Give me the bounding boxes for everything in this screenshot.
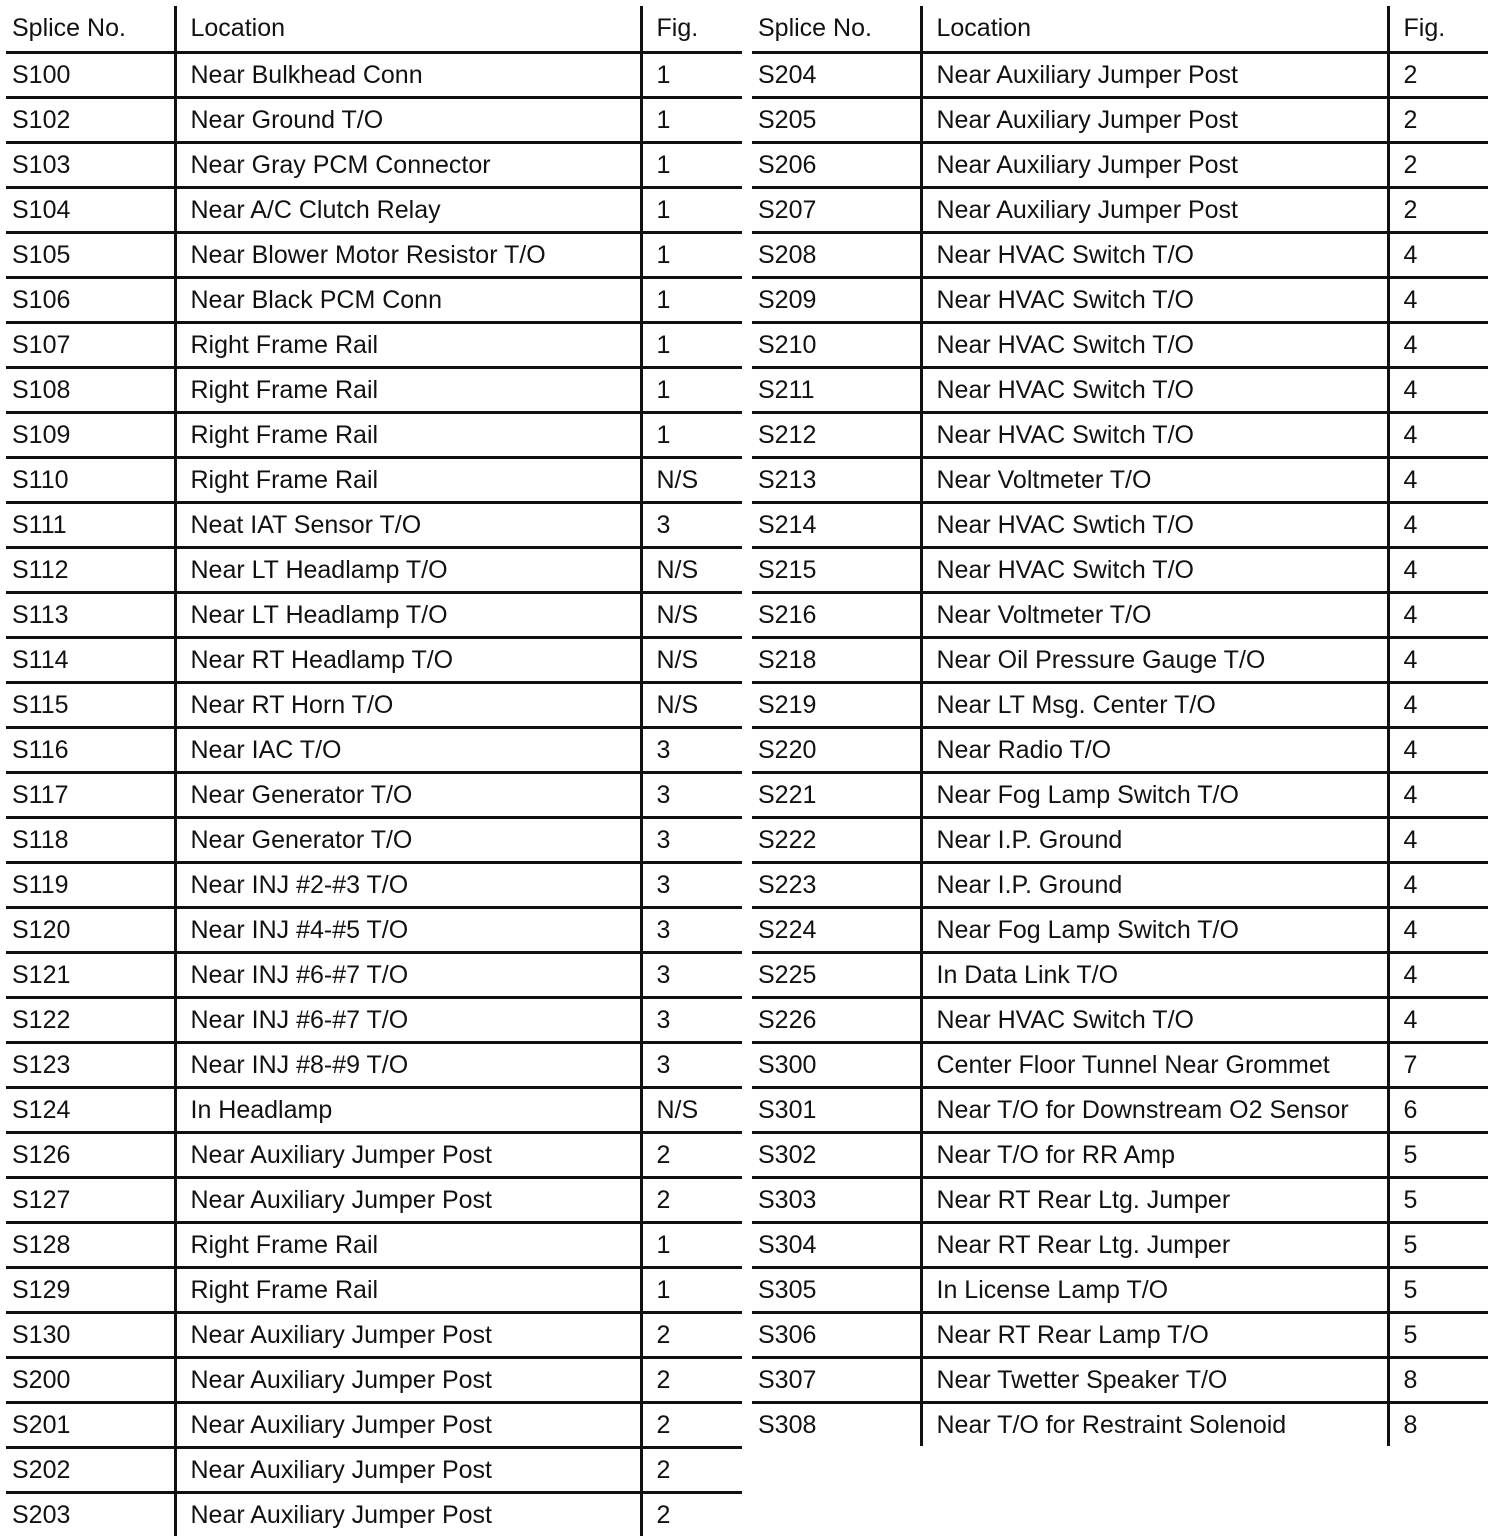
- table-row: [752, 458, 1488, 503]
- fig-cell: 4: [1388, 818, 1488, 863]
- location-cell: Near Auxiliary Jumper Post: [921, 53, 1388, 98]
- table-row: [6, 593, 742, 638]
- fig-cell: N/S: [641, 593, 742, 638]
- splice-no-cell: S114: [6, 638, 175, 683]
- splice-no-header: Splice No.: [6, 6, 175, 53]
- fig-cell: 1: [641, 53, 742, 98]
- location-cell: Right Frame Rail: [175, 458, 641, 503]
- fig-cell: 4: [1388, 638, 1488, 683]
- table-row: [752, 1358, 1488, 1403]
- location-cell: Near Oil Pressure Gauge T/O: [921, 638, 1388, 683]
- splice-no-cell: S209: [752, 278, 921, 323]
- table-row: [752, 53, 1488, 98]
- table-row: [752, 98, 1488, 143]
- fig-cell: 1: [641, 323, 742, 368]
- splice-no-cell: S204: [752, 53, 921, 98]
- table-row: [6, 413, 742, 458]
- splice-no-cell: S129: [6, 1268, 175, 1313]
- splice-no-cell: S111: [6, 503, 175, 548]
- splice-no-cell: S122: [6, 998, 175, 1043]
- location-cell: Near HVAC Switch T/O: [921, 998, 1388, 1043]
- fig-cell: 2: [641, 1403, 742, 1448]
- table-row: [6, 188, 742, 233]
- table-row: [752, 998, 1488, 1043]
- splice-no-cell: S207: [752, 188, 921, 233]
- table-row: [6, 458, 742, 503]
- location-cell: Near T/O for RR Amp: [921, 1133, 1388, 1178]
- splice-no-cell: S213: [752, 458, 921, 503]
- location-header: Location: [921, 6, 1388, 53]
- table-row: [6, 53, 742, 98]
- location-cell: Near Black PCM Conn: [175, 278, 641, 323]
- fig-cell: 8: [1388, 1358, 1488, 1403]
- splice-no-cell: S110: [6, 458, 175, 503]
- splice-no-cell: S308: [752, 1403, 921, 1447]
- fig-cell: 1: [641, 1223, 742, 1268]
- fig-cell: 4: [1388, 458, 1488, 503]
- location-cell: Near T/O for Downstream O2 Sensor: [921, 1088, 1388, 1133]
- table-row: [6, 143, 742, 188]
- fig-cell: 1: [641, 368, 742, 413]
- location-cell: Near HVAC Switch T/O: [921, 278, 1388, 323]
- splice-no-cell: S226: [752, 998, 921, 1043]
- table-row: [6, 1358, 742, 1403]
- table-row: [752, 323, 1488, 368]
- splice-no-cell: S126: [6, 1133, 175, 1178]
- location-cell: Near HVAC Switch T/O: [921, 323, 1388, 368]
- fig-cell: 2: [1388, 188, 1488, 233]
- table-row: [752, 1133, 1488, 1178]
- fig-cell: 1: [641, 143, 742, 188]
- location-cell: Near LT Headlamp T/O: [175, 548, 641, 593]
- table-row: [752, 863, 1488, 908]
- location-cell: Near Auxiliary Jumper Post: [921, 188, 1388, 233]
- table-row: [6, 1223, 742, 1268]
- splice-no-cell: S301: [752, 1088, 921, 1133]
- splice-no-cell: S105: [6, 233, 175, 278]
- table-row: [6, 773, 742, 818]
- fig-cell: 4: [1388, 773, 1488, 818]
- table-row: [6, 278, 742, 323]
- fig-cell: 1: [641, 278, 742, 323]
- fig-cell: 5: [1388, 1178, 1488, 1223]
- fig-cell: 4: [1388, 953, 1488, 998]
- table-row: [6, 818, 742, 863]
- fig-cell: 1: [641, 188, 742, 233]
- splice-no-cell: S203: [6, 1493, 175, 1536]
- table-row: [752, 143, 1488, 188]
- splice-no-cell: S118: [6, 818, 175, 863]
- fig-cell: 5: [1388, 1133, 1488, 1178]
- location-cell: Near Auxiliary Jumper Post: [175, 1358, 641, 1403]
- location-cell: Near Radio T/O: [921, 728, 1388, 773]
- location-cell: Near HVAC Switch T/O: [921, 233, 1388, 278]
- fig-cell: 2: [641, 1313, 742, 1358]
- table-row: [752, 908, 1488, 953]
- fig-cell: 4: [1388, 368, 1488, 413]
- splice-table-right: [752, 6, 1488, 1446]
- table-row: [752, 683, 1488, 728]
- location-cell: Near INJ #8-#9 T/O: [175, 1043, 641, 1088]
- location-cell: Near Generator T/O: [175, 818, 641, 863]
- fig-cell: 8: [1388, 1403, 1488, 1447]
- table-row: [6, 323, 742, 368]
- splice-no-cell: S117: [6, 773, 175, 818]
- splice-no-cell: S211: [752, 368, 921, 413]
- fig-cell: 2: [641, 1448, 742, 1493]
- table-row: [6, 1493, 742, 1536]
- location-cell: Near Ground T/O: [175, 98, 641, 143]
- splice-no-cell: S127: [6, 1178, 175, 1223]
- location-cell: Near Fog Lamp Switch T/O: [921, 773, 1388, 818]
- location-cell: Near Voltmeter T/O: [921, 593, 1388, 638]
- location-cell: Near HVAC Switch T/O: [921, 368, 1388, 413]
- table-row: [752, 413, 1488, 458]
- fig-cell: 1: [641, 98, 742, 143]
- splice-no-cell: S306: [752, 1313, 921, 1358]
- location-cell: In Headlamp: [175, 1088, 641, 1133]
- fig-cell: 3: [641, 953, 742, 998]
- table-row: [752, 818, 1488, 863]
- fig-cell: 3: [641, 863, 742, 908]
- table-row: [752, 728, 1488, 773]
- location-cell: Near Auxiliary Jumper Post: [921, 98, 1388, 143]
- location-cell: Near A/C Clutch Relay: [175, 188, 641, 233]
- table-row: [752, 953, 1488, 998]
- location-cell: Near RT Rear Lamp T/O: [921, 1313, 1388, 1358]
- table-row: [6, 1178, 742, 1223]
- fig-cell: 1: [641, 413, 742, 458]
- splice-no-cell: S121: [6, 953, 175, 998]
- location-cell: Right Frame Rail: [175, 413, 641, 458]
- location-cell: Near Auxiliary Jumper Post: [921, 143, 1388, 188]
- table-row: [752, 1223, 1488, 1268]
- location-cell: Near Auxiliary Jumper Post: [175, 1313, 641, 1358]
- table-row: [752, 503, 1488, 548]
- location-cell: Near Voltmeter T/O: [921, 458, 1388, 503]
- location-cell: Near Auxiliary Jumper Post: [175, 1493, 641, 1536]
- fig-cell: 4: [1388, 998, 1488, 1043]
- splice-no-cell: S307: [752, 1358, 921, 1403]
- location-cell: Near Fog Lamp Switch T/O: [921, 908, 1388, 953]
- table-row: [6, 953, 742, 998]
- location-cell: In License Lamp T/O: [921, 1268, 1388, 1313]
- table-row: [752, 1268, 1488, 1313]
- splice-no-cell: S116: [6, 728, 175, 773]
- table-row: [752, 1043, 1488, 1088]
- splice-no-cell: S300: [752, 1043, 921, 1088]
- location-cell: Near Generator T/O: [175, 773, 641, 818]
- table-row: [6, 1448, 742, 1493]
- fig-cell: 5: [1388, 1313, 1488, 1358]
- splice-no-cell: S128: [6, 1223, 175, 1268]
- splice-no-cell: S220: [752, 728, 921, 773]
- fig-cell: 2: [1388, 143, 1488, 188]
- fig-cell: 3: [641, 818, 742, 863]
- splice-no-cell: S124: [6, 1088, 175, 1133]
- location-cell: Near HVAC Swtich T/O: [921, 503, 1388, 548]
- fig-header: Fig.: [1388, 6, 1488, 53]
- location-cell: Near I.P. Ground: [921, 863, 1388, 908]
- location-cell: Near RT Rear Ltg. Jumper: [921, 1178, 1388, 1223]
- location-cell: Near I.P. Ground: [921, 818, 1388, 863]
- fig-cell: 4: [1388, 323, 1488, 368]
- table-row: [6, 1403, 742, 1448]
- fig-cell: 4: [1388, 503, 1488, 548]
- table-row: [6, 863, 742, 908]
- fig-cell: 4: [1388, 908, 1488, 953]
- splice-no-cell: S216: [752, 593, 921, 638]
- table-row: [6, 233, 742, 278]
- splice-no-cell: S109: [6, 413, 175, 458]
- location-cell: Right Frame Rail: [175, 1268, 641, 1313]
- location-cell: Near Twetter Speaker T/O: [921, 1358, 1388, 1403]
- location-cell: Near LT Msg. Center T/O: [921, 683, 1388, 728]
- splice-no-cell: S215: [752, 548, 921, 593]
- fig-cell: N/S: [641, 1088, 742, 1133]
- fig-cell: N/S: [641, 548, 742, 593]
- location-cell: Near HVAC Switch T/O: [921, 548, 1388, 593]
- splice-no-cell: S103: [6, 143, 175, 188]
- splice-table-left: [6, 6, 742, 1536]
- fig-cell: 4: [1388, 863, 1488, 908]
- splice-no-cell: S119: [6, 863, 175, 908]
- splice-no-cell: S304: [752, 1223, 921, 1268]
- location-cell: Near INJ #6-#7 T/O: [175, 998, 641, 1043]
- splice-no-cell: S210: [752, 323, 921, 368]
- fig-cell: 4: [1388, 683, 1488, 728]
- fig-cell: 1: [641, 233, 742, 278]
- location-cell: Near INJ #2-#3 T/O: [175, 863, 641, 908]
- location-header: Location: [175, 6, 641, 53]
- location-cell: Near HVAC Switch T/O: [921, 413, 1388, 458]
- splice-no-cell: S214: [752, 503, 921, 548]
- fig-cell: N/S: [641, 458, 742, 503]
- table-row: [752, 1403, 1488, 1447]
- location-cell: Near Bulkhead Conn: [175, 53, 641, 98]
- table-row: [752, 593, 1488, 638]
- table-row: [752, 1313, 1488, 1358]
- location-cell: Near Blower Motor Resistor T/O: [175, 233, 641, 278]
- fig-cell: 2: [641, 1178, 742, 1223]
- table-row: [6, 998, 742, 1043]
- fig-cell: 3: [641, 1043, 742, 1088]
- fig-cell: 4: [1388, 413, 1488, 458]
- fig-cell: 2: [1388, 53, 1488, 98]
- table-row: [6, 683, 742, 728]
- location-cell: Near T/O for Restraint Solenoid: [921, 1403, 1388, 1447]
- fig-header: Fig.: [641, 6, 742, 53]
- fig-cell: 3: [641, 773, 742, 818]
- table-row: [752, 1178, 1488, 1223]
- table-row: [6, 1313, 742, 1358]
- splice-no-cell: S212: [752, 413, 921, 458]
- splice-no-header: Splice No.: [752, 6, 921, 53]
- splice-no-cell: S130: [6, 1313, 175, 1358]
- table-row: [752, 638, 1488, 683]
- fig-cell: 2: [1388, 98, 1488, 143]
- splice-no-cell: S104: [6, 188, 175, 233]
- fig-cell: 4: [1388, 728, 1488, 773]
- table-row: [752, 233, 1488, 278]
- splice-no-cell: S208: [752, 233, 921, 278]
- location-cell: Near INJ #6-#7 T/O: [175, 953, 641, 998]
- splice-no-cell: S200: [6, 1358, 175, 1403]
- location-cell: Near Auxiliary Jumper Post: [175, 1403, 641, 1448]
- location-cell: Right Frame Rail: [175, 368, 641, 413]
- splice-no-cell: S205: [752, 98, 921, 143]
- splice-no-cell: S123: [6, 1043, 175, 1088]
- fig-cell: 3: [641, 998, 742, 1043]
- table-row: [6, 503, 742, 548]
- table-row: [6, 548, 742, 593]
- location-cell: Near RT Horn T/O: [175, 683, 641, 728]
- location-cell: Near RT Rear Ltg. Jumper: [921, 1223, 1388, 1268]
- location-cell: Near Auxiliary Jumper Post: [175, 1133, 641, 1178]
- location-cell: Right Frame Rail: [175, 323, 641, 368]
- location-cell: Near Auxiliary Jumper Post: [175, 1448, 641, 1493]
- splice-no-cell: S106: [6, 278, 175, 323]
- splice-no-cell: S201: [6, 1403, 175, 1448]
- fig-cell: 6: [1388, 1088, 1488, 1133]
- table-row: [6, 1088, 742, 1133]
- fig-cell: 4: [1388, 278, 1488, 323]
- splice-no-cell: S115: [6, 683, 175, 728]
- splice-no-cell: S113: [6, 593, 175, 638]
- fig-cell: 4: [1388, 548, 1488, 593]
- location-cell: In Data Link T/O: [921, 953, 1388, 998]
- table-row: [752, 188, 1488, 233]
- location-cell: Near IAC T/O: [175, 728, 641, 773]
- location-cell: Near Auxiliary Jumper Post: [175, 1178, 641, 1223]
- header-row: [752, 6, 1488, 53]
- header-row: [6, 6, 742, 53]
- location-cell: Center Floor Tunnel Near Grommet: [921, 1043, 1388, 1088]
- splice-no-cell: S224: [752, 908, 921, 953]
- splice-no-cell: S102: [6, 98, 175, 143]
- table-row: [752, 368, 1488, 413]
- location-cell: Near LT Headlamp T/O: [175, 593, 641, 638]
- splice-no-cell: S222: [752, 818, 921, 863]
- splice-no-cell: S225: [752, 953, 921, 998]
- fig-cell: 4: [1388, 593, 1488, 638]
- fig-cell: 4: [1388, 233, 1488, 278]
- table-row: [6, 728, 742, 773]
- splice-no-cell: S219: [752, 683, 921, 728]
- fig-cell: 3: [641, 908, 742, 953]
- splice-no-cell: S218: [752, 638, 921, 683]
- location-cell: Near Gray PCM Connector: [175, 143, 641, 188]
- fig-cell: 3: [641, 728, 742, 773]
- fig-cell: 1: [641, 1268, 742, 1313]
- table-row: [752, 548, 1488, 593]
- table-row: [6, 368, 742, 413]
- splice-no-cell: S302: [752, 1133, 921, 1178]
- fig-cell: 2: [641, 1133, 742, 1178]
- location-cell: Near RT Headlamp T/O: [175, 638, 641, 683]
- table-row: [752, 773, 1488, 818]
- table-row: [6, 908, 742, 953]
- location-cell: Neat IAT Sensor T/O: [175, 503, 641, 548]
- splice-no-cell: S107: [6, 323, 175, 368]
- splice-no-cell: S108: [6, 368, 175, 413]
- fig-cell: N/S: [641, 683, 742, 728]
- splice-no-cell: S120: [6, 908, 175, 953]
- splice-no-cell: S221: [752, 773, 921, 818]
- location-cell: Right Frame Rail: [175, 1223, 641, 1268]
- splice-no-cell: S206: [752, 143, 921, 188]
- table-row: [6, 1268, 742, 1313]
- fig-cell: 2: [641, 1358, 742, 1403]
- table-row: [752, 1088, 1488, 1133]
- table-row: [6, 638, 742, 683]
- splice-no-cell: S202: [6, 1448, 175, 1493]
- fig-cell: 3: [641, 503, 742, 548]
- table-row: [6, 98, 742, 143]
- table-row: [6, 1133, 742, 1178]
- splice-no-cell: S305: [752, 1268, 921, 1313]
- fig-cell: 5: [1388, 1268, 1488, 1313]
- splice-no-cell: S303: [752, 1178, 921, 1223]
- fig-cell: 2: [641, 1493, 742, 1536]
- fig-cell: 5: [1388, 1223, 1488, 1268]
- fig-cell: 7: [1388, 1043, 1488, 1088]
- splice-no-cell: S112: [6, 548, 175, 593]
- table-row: [752, 278, 1488, 323]
- table-row: [6, 1043, 742, 1088]
- fig-cell: N/S: [641, 638, 742, 683]
- splice-no-cell: S223: [752, 863, 921, 908]
- splice-no-cell: S100: [6, 53, 175, 98]
- location-cell: Near INJ #4-#5 T/O: [175, 908, 641, 953]
